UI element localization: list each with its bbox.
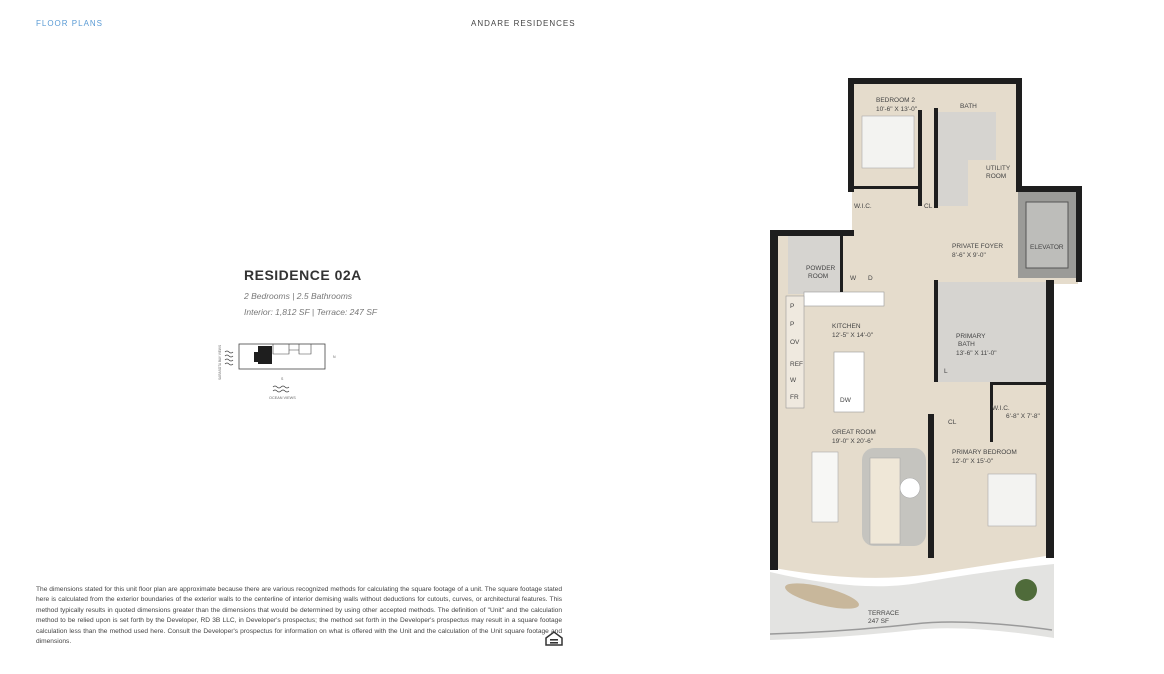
appliance-ov: OV: [790, 339, 800, 346]
bath-label: BATH: [960, 103, 977, 110]
sofa: [870, 458, 900, 544]
project-name: ANDARE RESIDENCES: [471, 19, 576, 28]
keyplan-ocean-label: OCEAN VIEWS: [269, 396, 296, 400]
great-room-label: GREAT ROOM: [832, 429, 876, 436]
wic1-label: W.I.C.: [854, 203, 872, 210]
disclaimer-text: The dimensions stated for this unit floor plan are approximate because there are various recognized methods for calculating the square footage of a unit. The square footage stated here is calculated from the exterior boundaries of the exterior walls to the centerline of interior demising walls without deductions for cutouts, curves, or architectural features. This method typically results in quoted dimensions greater than the dimensions that would be determined by using other accepted methods. The definition of "Unit" and the calculation method to be relied upon is set forth by the Developer, RD 3B LLC, in Developer's prospectus; the method set forth in the Developer's prospectus may result in a square footage calculation less than the method used here. Consult the Developer's prospectus for information on what is offered with the Unit and the calculation of the Unit square footage and dimensions.: [36, 586, 562, 646]
section-label: FLOOR PLANS: [36, 19, 104, 28]
side-table: [900, 478, 920, 498]
terrace-dim: 247 SF: [868, 618, 889, 625]
beds-baths: 2 Bedrooms | 2.5 Bathrooms: [244, 291, 353, 301]
kitchen-label: KITCHEN: [832, 323, 861, 330]
appliance-fr: FR: [790, 394, 799, 401]
appliance-p2: P: [790, 321, 795, 328]
primary-bath-dim: 13'-6" X 11'-0": [956, 350, 997, 357]
keyplan-south: S: [281, 377, 284, 381]
terrace-plant: [1015, 579, 1037, 601]
powder-label-2: ROOM: [808, 273, 829, 280]
primary-bedroom-dim: 12'-0" X 15'-0": [952, 458, 994, 465]
floor-plan: [764, 74, 1084, 644]
foyer-label: PRIVATE FOYER: [952, 243, 1004, 250]
primary-bedroom-label: PRIMARY BEDROOM: [952, 449, 1017, 456]
dryer-label: D: [868, 275, 873, 282]
residence-title: RESIDENCE 02A: [244, 267, 362, 283]
keyplan-unit-outline: [273, 344, 311, 354]
kitchen-back-counter: [804, 292, 884, 306]
keyplan-building: [239, 344, 325, 369]
primary-bath-label-1: PRIMARY: [956, 333, 986, 340]
primary-bath-label-2: BATH: [958, 341, 975, 348]
linen-label: L: [944, 368, 948, 375]
area-summary: Interior: 1,812 SF | Terrace: 247 SF: [244, 307, 378, 317]
powder-label-1: POWDER: [806, 265, 836, 272]
dining-table: [812, 452, 838, 522]
keyplan-highlight-unit: [258, 346, 272, 364]
washer-label: W: [850, 275, 857, 282]
bedroom2-dim: 10'-6" X 13'-0": [876, 106, 918, 113]
primary-bath-tile: [936, 282, 1046, 382]
equal-housing-icon: [544, 630, 564, 648]
dishwasher-label: DW: [840, 397, 851, 404]
keyplan-bay-label: SARASOTA BAY VIEWS: [218, 344, 222, 380]
keyplan-highlight-notch: [254, 352, 259, 362]
great-room-dim: 19'-0" X 20'-6": [832, 438, 874, 445]
cl1-label: CL: [924, 203, 933, 210]
kitchen-pantry-wall: [786, 296, 804, 408]
keyplan-north: N: [333, 355, 336, 359]
bay-waves-icon: [225, 351, 233, 365]
utility-label-1: UTILITY: [986, 165, 1011, 172]
appliance-ref: REF: [790, 361, 803, 368]
wic2-dim: 6'-8" X 7'-8": [1006, 413, 1040, 420]
elevator-car: [1026, 202, 1068, 268]
utility-label-2: ROOM: [986, 173, 1007, 180]
utility-tile: [938, 160, 968, 206]
ocean-waves-icon: [273, 386, 289, 392]
foyer-dim: 8'-6" X 9'-0": [952, 252, 986, 259]
cl2-label: CL: [948, 419, 957, 426]
kitchen-dim: 12'-5" X 14'-0": [832, 332, 874, 339]
key-plan: [213, 336, 343, 406]
terrace-label: TERRACE: [868, 610, 900, 617]
bath-tile: [938, 112, 996, 160]
appliance-w: W: [790, 377, 797, 384]
appliance-p1: P: [790, 303, 795, 310]
bedroom2-label: BEDROOM 2: [876, 97, 916, 104]
bed-bedroom2: [862, 116, 914, 168]
bed-primary: [988, 474, 1036, 526]
wic2-label: W.I.C.: [992, 405, 1010, 412]
elevator-label: ELEVATOR: [1030, 244, 1064, 251]
